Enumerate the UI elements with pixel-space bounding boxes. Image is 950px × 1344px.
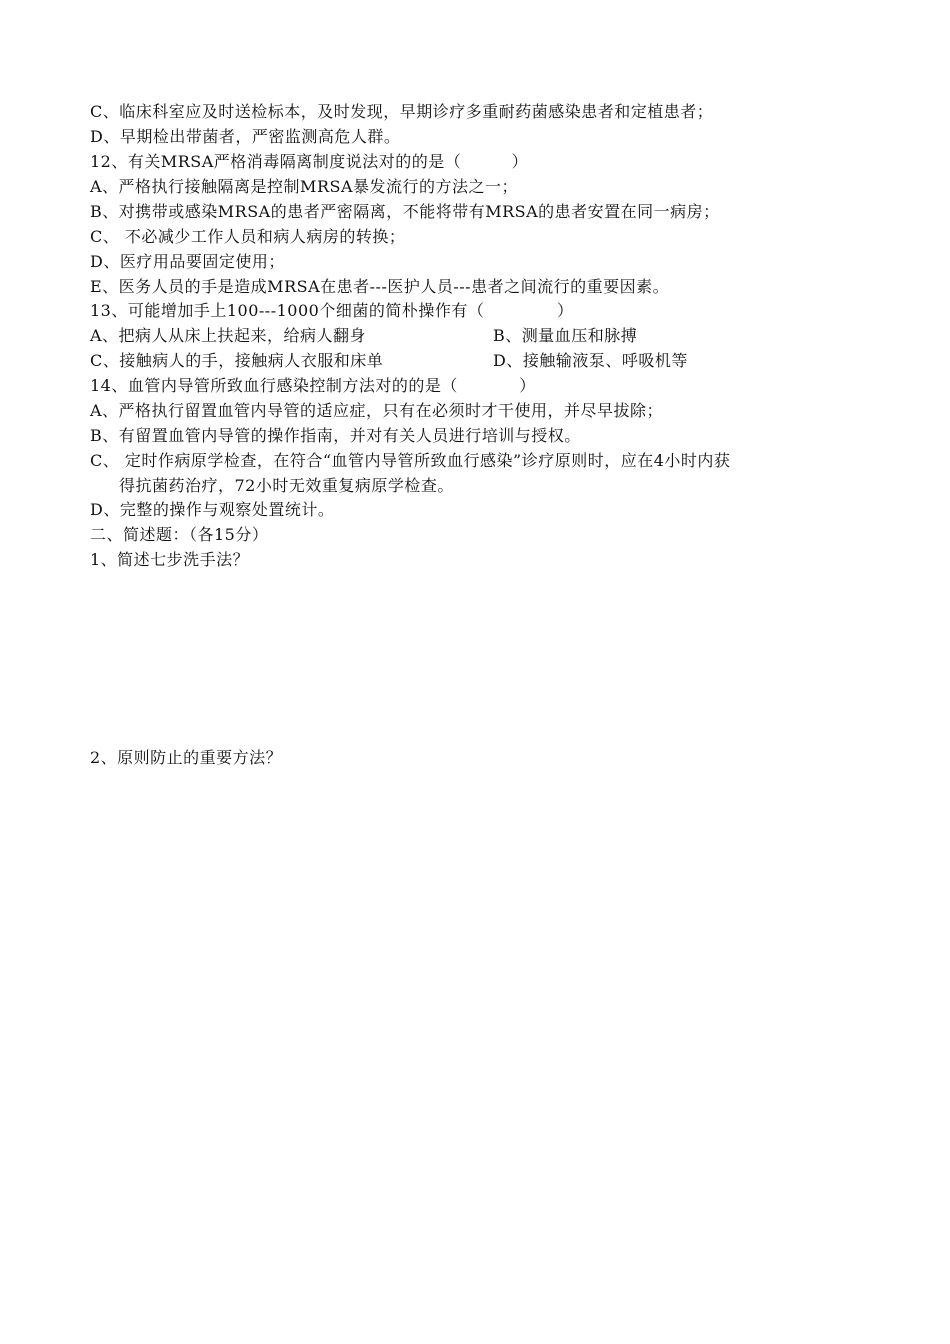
short-answer-question-1: 1、简述七步洗手法？ [90, 550, 250, 569]
short-answer-question-2: 2、原则防止的重要方法？ [90, 748, 283, 767]
option-c-q13: C、接触病人的手，接触病人衣服和床单 [90, 351, 384, 370]
question-13: 13、可能增加手上100---1000个细菌的简朴操作有（ ） [90, 301, 574, 320]
question-12: 12、有关MRSA严格消毒隔离制度说法对的的是（ ） [90, 152, 529, 171]
option-b-q13: B、测量血压和脉搏 [493, 326, 638, 345]
option-a-q12: A、严格执行接触隔离是控制MRSA暴发流行的方法之一； [90, 177, 519, 196]
option-b-q14: B、有留置血管内导管的操作指南，并对有关人员进行培训与授权。 [90, 426, 581, 445]
option-a-q14: A、严格执行留置血管内导管的适应症，只有在必须时才干使用，并尽早拔除； [90, 401, 664, 420]
option-c-q12: C、 不必减少工作人员和病人病房的转换； [90, 227, 406, 246]
option-c-q11: C、临床科室应及时送检标本，及时发现，早期诊疗多重耐药菌感染患者和定植患者； [90, 102, 714, 121]
option-c-q14-continued: 得抗菌药治疗，72小时无效重复病原学检查。 [119, 476, 454, 495]
option-d-q14: D、完整的操作与观察处置统计。 [90, 500, 335, 519]
option-d-q12: D、医疗用品要固定使用； [90, 252, 285, 271]
section-heading-short-answer: 二、简述题：（各15分） [90, 525, 269, 544]
option-c-q14: C、 定时作病原学检查，在符合“血管内导管所致血行感染”诊疗原则时，应在4小时内获 [90, 451, 731, 470]
question-14: 14、血管内导管所致血行感染控制方法对的的是（ ） [90, 376, 536, 395]
option-d-q13: D、接触输液泵、呼吸机等 [493, 351, 688, 370]
option-d-q11: D、早期检出带菌者，严密监测高危人群。 [90, 127, 401, 146]
option-b-q12: B、对携带或感染MRSA的患者严密隔离，不能将带有MRSA的患者安置在同一病房； [90, 202, 720, 221]
option-e-q12: E、医务人员的手是造成MRSA在患者---医护人员---患者之间流行的重要因素。 [90, 277, 670, 296]
option-a-q13: A、把病人从床上扶起来，给病人翻身 [90, 326, 367, 345]
